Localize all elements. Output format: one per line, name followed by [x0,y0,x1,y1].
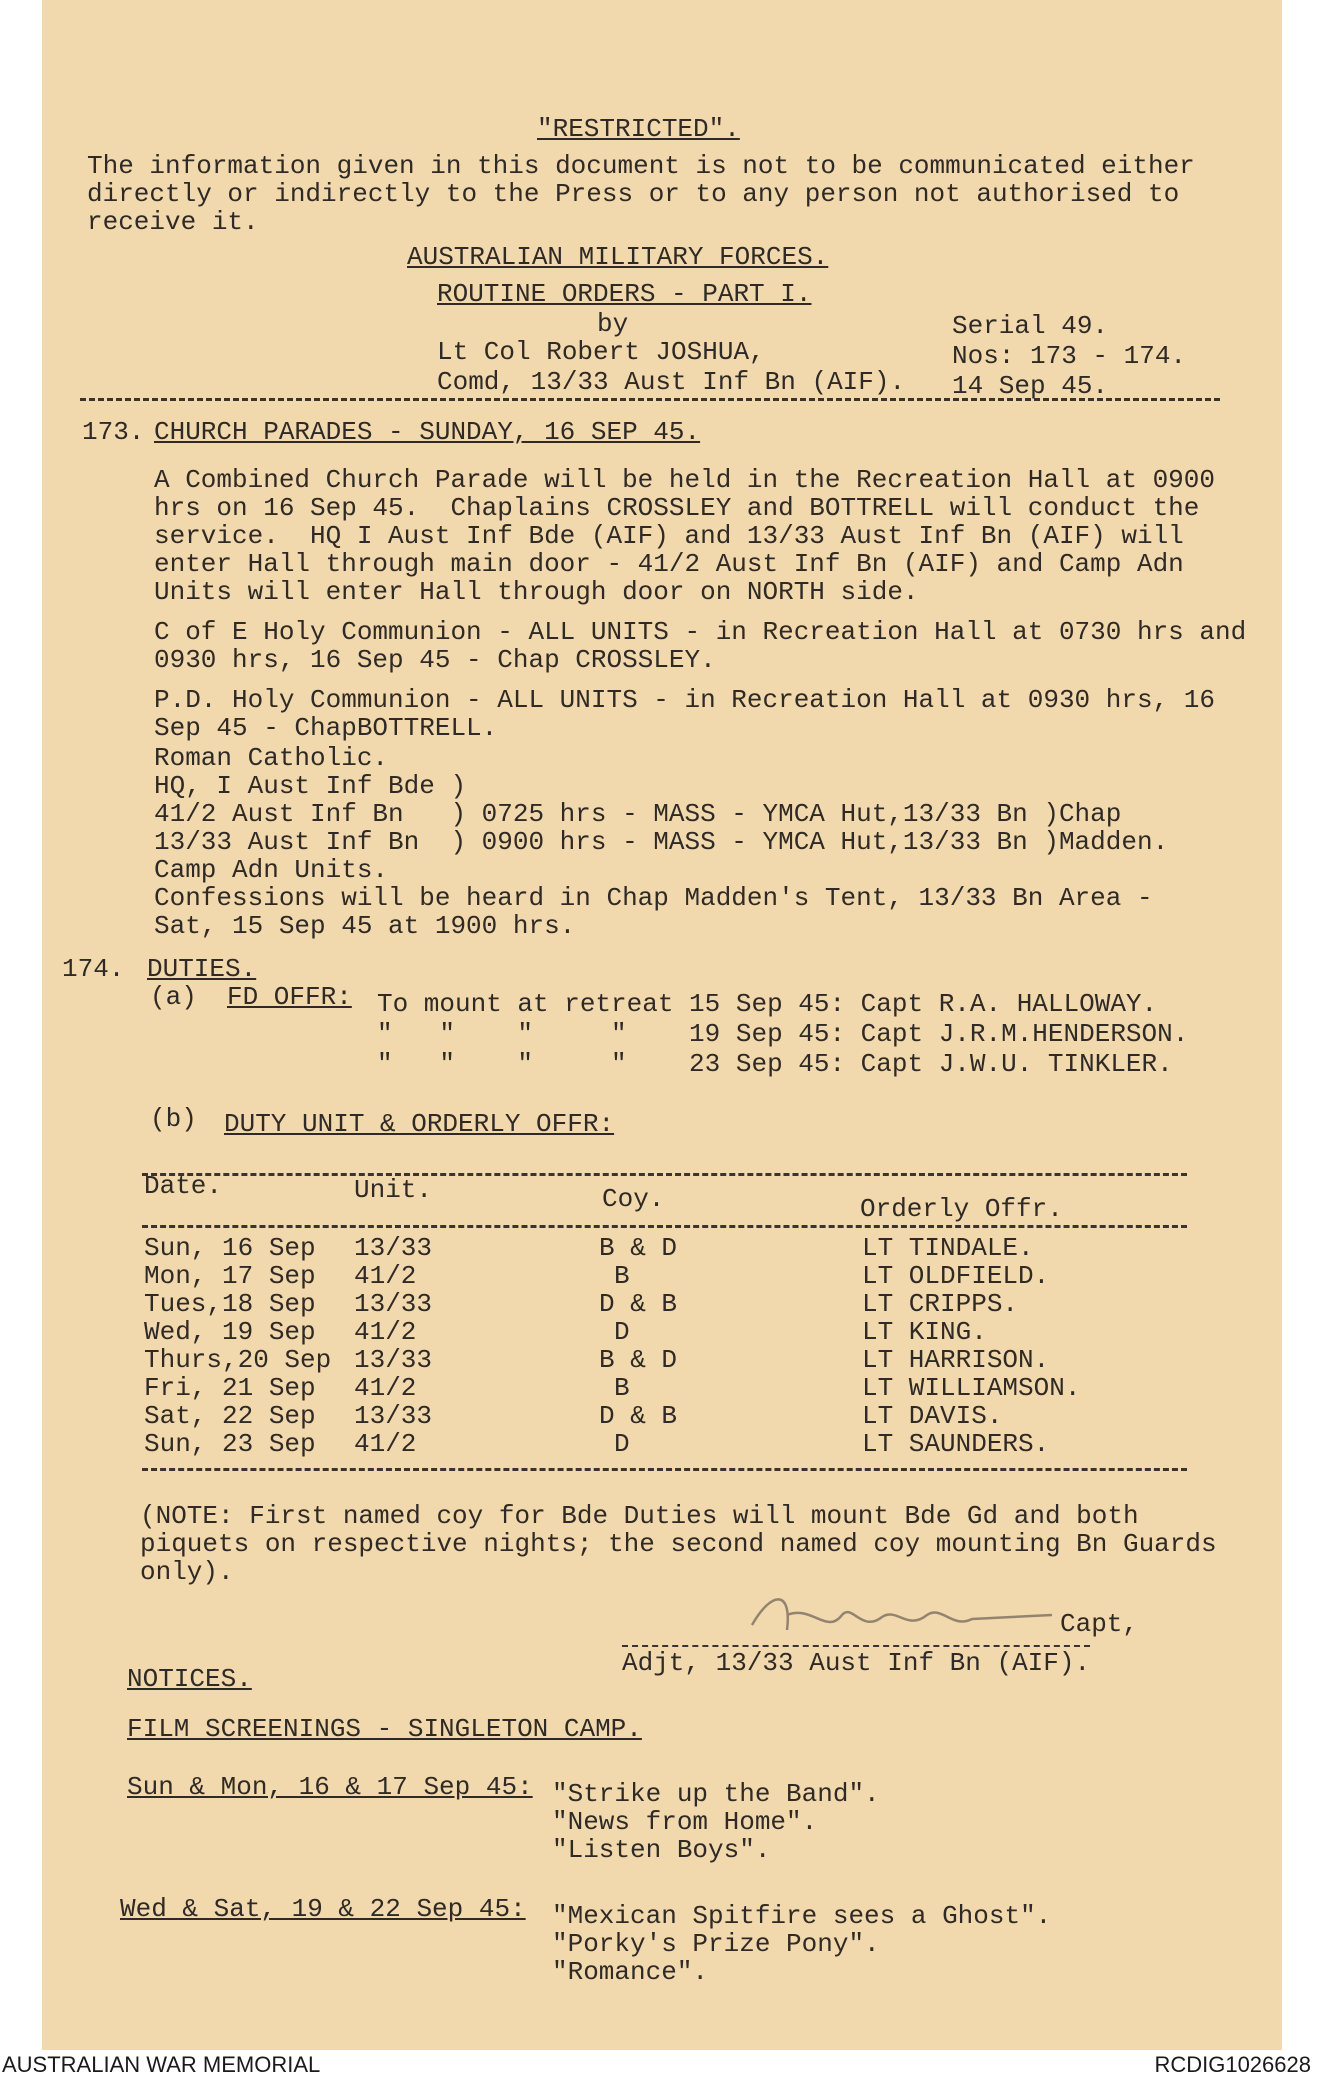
serial-number: Serial 49. [952,311,1109,341]
field-officer-line-1: To mount at retreat 15 Sep 45: Capt R.A. HALLOWAY. [377,989,1158,1019]
confessions-line-1: Confessions will be heard in Chap Madden's Tent, 13/33 Bn Area - [154,883,1153,913]
film-6: "Romance". [552,1957,709,1987]
film-4: "Mexican Spitfire sees a Ghost". [552,1901,1052,1931]
parade-line-4: enter Hall through main door - 41/2 Aust Inf Bn (AIF) and Camp Adn [154,549,1184,579]
rc-line-3: 41/2 Aust Inf Bn ) 0725 hrs - MASS - YMCA Hut,13/33 Bn )Chap [154,799,1122,829]
note-line-2: piquets on respective nights; the second named coy mounting Bn Guards [140,1529,1217,1559]
pd-communion-line-1: P.D. Holy Communion - ALL UNITS - in Recreation Hall at 0930 hrs, 16 [154,685,1215,715]
command-line: Comd, 13/33 Aust Inf Bn (AIF). [437,367,906,397]
field-officer-line-3: " " " " 23 Sep 45: Capt J.W.U. TINKLER. [377,1049,1173,1079]
notices-heading: NOTICES. [127,1664,252,1694]
parade-line-3: service. HQ I Aust Inf Bde (AIF) and 13/33 Aust Inf Bn (AIF) will [154,521,1184,551]
confessions-line-2: Sat, 15 Sep 45 at 1900 hrs. [154,911,576,941]
adjutant-title: Adjt, 13/33 Aust Inf Bn (AIF). [622,1645,1090,1678]
section-173-number: 173. [82,417,145,447]
film-5: "Porky's Prize Pony". [552,1929,880,1959]
header-date: Date. [144,1171,223,1201]
section-174-heading: DUTIES. [147,954,257,984]
field-officer-line-2: " " " " 19 Sep 45: Capt J.R.M.HENDERSON. [377,1019,1189,1049]
film-screenings-heading: FILM SCREENINGS - SINGLETON CAMP. [127,1714,642,1744]
screening-dates-2: Wed & Sat, 19 & 22 Sep 45: [120,1894,526,1924]
warning-line-2: directly or indirectly to the Press or to any person not authorised to [87,179,1180,209]
table-top-rule [142,1173,1187,1176]
film-2: "News from Home". [552,1807,818,1837]
order-date: 14 Sep 45. [952,371,1109,401]
document-title: ROUTINE ORDERS - PART I. [437,279,812,309]
order-numbers: Nos: 173 - 174. [952,341,1187,371]
organisation: AUSTRALIAN MILITARY FORCES. [407,242,829,272]
warning-line-1: The information given in this document is not to be communicated either [87,151,1195,181]
communion-line-1: C of E Holy Communion - ALL UNITS - in Recreation Hall at 0730 hrs and [154,617,1247,647]
section-173-heading: CHURCH PARADES - SUNDAY, 16 SEP 45. [154,417,701,447]
parade-line-5: Units will enter Hall through door on NORTH side. [154,577,919,607]
communion-line-2: 0930 hrs, 16 Sep 45 - Chap CROSSLEY. [154,645,716,675]
parade-line-2: hrs on 16 Sep 45. Chaplains CROSSLEY and BOTTRELL will conduct the [154,493,1200,523]
duty-a-label: (a) [150,982,197,1012]
header-coy: Coy. [602,1184,665,1214]
by-text: by [597,309,629,339]
handwritten-signature-icon [732,1585,1062,1645]
rc-line-4: 13/33 Aust Inf Bn ) 0900 hrs - MASS - YMCA Hut,13/33 Bn )Madden. [154,827,1169,857]
rc-line-1: Roman Catholic. [154,743,389,773]
screening-dates-1: Sun & Mon, 16 & 17 Sep 45: [127,1772,533,1802]
table-header-rule [142,1225,1187,1228]
note-line-3: only). [140,1557,234,1587]
signature-rank: Capt, [1060,1609,1139,1639]
footer-id: RCDIG1026628 [1154,2052,1311,2077]
classification: "RESTRICTED". [537,114,740,144]
film-1: "Strike up the Band". [552,1779,880,1809]
table-bottom-rule [142,1468,1187,1471]
pd-communion-line-2: Sep 45 - ChapBOTTRELL. [154,713,498,743]
header-rule [80,398,1220,401]
footer-source: AUSTRALIAN WAR MEMORIAL [2,2052,321,2077]
film-3: "Listen Boys". [552,1835,771,1865]
note-line-1: (NOTE: First named coy for Bde Duties will mount Bde Gd and both [140,1501,1139,1531]
field-officer-title: FD OFFR: [227,982,352,1012]
rc-line-5: Camp Adn Units. [154,855,389,885]
parade-line-1: A Combined Church Parade will be held in the Recreation Hall at 0900 [154,465,1215,495]
officer-name: Lt Col Robert JOSHUA, [437,337,765,367]
rc-line-2: HQ, I Aust Inf Bde ) [154,771,467,801]
duty-b-label: (b) [150,1104,197,1134]
document-page: "RESTRICTED". The information given in this document is not to be communicated either directly or indirectly to the Press or to any person not authorised to receive it. AUSTRALIAN MILITARY FORCES. ROUTINE ORDERS - PART I. by Lt Col Robert JOSHUA, Comd, 13/33 Aust Inf Bn (AIF). Serial 49. Nos: 173 - 174. 14 Sep 45. 173. CHURCH PARADES - SUNDAY, 16 SEP 45. A Combined Church Parade will be held in the Recreation Hall at 0900 hrs on 16 Sep 45. Chaplains CROSSLEY and BOTTRELL will conduct the service. HQ I Aust Inf Bde (AIF) and 13/33 Aust Inf Bn (AIF) will enter Hall through main door - 41/2 Aust Inf Bn (AIF) and Camp Adn Units will enter Hall through door on NORTH side. C of E Holy Communion - ALL UNITS - in Recreation Hall at 0730 hrs and 0930 hrs, 16 Sep 45 - Chap CROSSLEY. P.D. Holy Communion - ALL UNITS - in Recreation Hall at 0930 hrs, 16 Sep 45 - ChapBOTTRELL. Roman Catholic. HQ, I Aust Inf Bde ) 41/2 Aust Inf Bn ) 0725 hrs - MASS - YMCA Hut,13/33 Bn )Chap 13/33 Aust Inf Bn ) 0900 hrs - MASS - YMCA Hut,13/33 Bn )Madden. Camp Adn Units. Confessions will be heard in Chap Madden's Tent, 13/33 Bn Area - Sat, 15 Sep 45 at 1900 hrs. 174. DUTIES. (a) FD OFFR: To mount at retreat 15 Sep 45: Capt R.A. HALLOWAY. " " " " 19 Sep 45: Capt J.R.M.HENDERSON. " " " " 23 Sep 45: Capt J.W.U. TINKLER. (b) DUTY UNIT & ORDERLY OFFR: Date. Unit. Coy. Orderly Offr. Sun, 16 Sep 13/33 B & D LT TINDALE. Mon, 17 Sep 41/2 B LT OLDFIELD. Tues,18 Sep 13/33 D & B LT CRIPPS. Wed, 19 Sep 41/2 D LT KING. Thurs,20 Sep 13/33 B & D LT HARRISON. Fri, 21 Sep 41/2 B LT WILLIAMSON. Sat, 22 Sep 13/33 D & B LT DAVIS. Sun, 23 Sep 41/2 D LT SAUNDERS. (NOTE: First named coy for Bde Duties will mount Bde Gd and both piquets on respective nights; the second named coy mounting Bn Guards only). Capt, Adjt, 13/33 Aust Inf Bn (AIF). NOTICES. FILM SCREENINGS - SINGLETON CAMP. Sun & Mon, 16 & 17 Sep 45: "Strike up the Band". "News from Home". "Listen Boys". Wed & Sat, 19 & 22 Sep 45: "Mexican Spitfire sees a Ghost". "Porky's Prize Pony". "Romance". [42,0,1282,2050]
warning-line-3: receive it. [87,207,259,237]
header-orderly-officer: Orderly Offr. [860,1194,1063,1224]
header-unit: Unit. [354,1175,433,1205]
duty-unit-title: DUTY UNIT & ORDERLY OFFR: [224,1109,615,1139]
section-174-number: 174. [62,954,125,984]
